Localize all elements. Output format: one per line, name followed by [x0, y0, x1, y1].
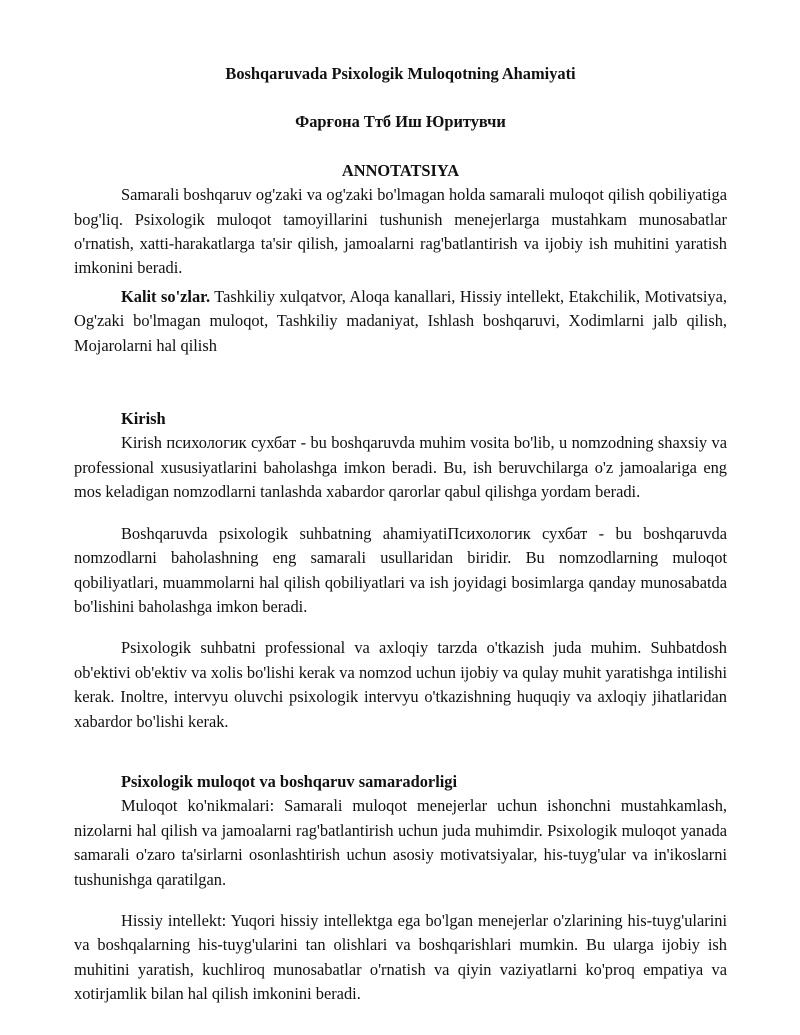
- keywords-label: Kalit so'zlar.: [121, 286, 211, 306]
- keywords-text: Tashkiliy xulqatvor, Aloqa kanallari, Hissiy intellekt, Etakchilik, Motivatsiya, Og'zaki bo'lmagan muloqot, Tashkiliy madaniyat, Ishlash boshqaruvi, Xodimlarni jalb qilish, Mojarolarni hal qilish: [74, 286, 727, 355]
- keywords-paragraph: [74, 285, 727, 358]
- abstract-paragraph: Samarali boshqaruv og'zaki va og'zaki bo'lmagan holda samarali muloqot qilish qobiliyatiga bog'liq. Psixologik muloqot tamoyillarini tushunish menejerlarga mustahkam munosabatlar o'rnatish, xatti-harakatlarga ta'sir qilish, jamoalarni rag'batlantirish va ijobiy ish muhitini yaratish imkonini beradi.: [74, 185, 727, 278]
- section2-paragraph-1: Muloqot ko'nikmalari: Samarali muloqot menejerlar uchun ishonchni mustahkamlash, nizolarni hal qilish va jamoalarni rag'batlantirish uchun juda muhimdir. Psixologik muloqot yanada samarali o'zaro ta'sirlarni osonlashtirish uchun asosiy motivatsiyalar, his-tuyg'ular va in'ikoslarni tushunishga qaratilgan.: [74, 796, 727, 889]
- intro-paragraph-1: Kirish психологик сухбат - bu boshqaruvda muhim vosita bo'lib, u nomzodning shaxsiy va professional xususiyatlarini baholashga imkon beradi. Bu, ish beruvchilarga o'z jamoalariga eng mos keladigan nomzodlarni tanlashda xabardor qarorlar qabul qilishga yordam beradi.: [74, 433, 727, 502]
- intro-paragraph-2: Boshqaruvda psixologik suhbatning ahamiyatiПсихологик сухбат - bu boshqaruvda nomzodlarni baholashning eng samarali usullaridan biridir. Bu nomzodlarning muloqot qobiliyatlari, muammolarni hal qilish qobiliyatlari va ish joyidagi bosimlarga qanday munosabatda bo'lishini baholashga imkon beradi.: [74, 523, 727, 616]
- section2-paragraph-2: Hissiy intellekt: Yuqori hissiy intellektga ega bo'lgan menejerlar o'zlarining his-tuyg'ularini va boshqalarning his-tuyg'ularini tan olishlari va boshqarishlari mumkin. Bu ularga ijobiy ish muhitini yaratish, kuchliroq munosabatlar o'rnatish va qiyin vaziyatlarni ko'proq empatiya va xotirjamlik bilan hal qilish imkonini beradi.: [74, 910, 727, 1004]
- intro-paragraph-3: Psixologik suhbatni professional va axloqiy tarzda o'tkazish juda muhim. Suhbatdosh ob'ektivi ob'ektiv va xolis bo'lishi kerak va nomzod uchun ijobiy va qulay muhit yaratishga intilishi kerak. Inoltre, intervyu oluvchi psixologik intervyu o'tkazishning huquqiy va axloqiy jihatlaridan xabardor bo'lishi kerak.: [74, 638, 727, 731]
- intro-heading: Kirish: [121, 409, 166, 429]
- abstract-heading: ANNOTATSIYA: [341, 160, 460, 180]
- section2-heading: Psixologik muloqot va boshqaruv samaradorligi: [121, 771, 458, 791]
- document-author: Фарғона Ттб Иш Юритувчи: [295, 112, 506, 132]
- document-title: Boshqaruvada Psixologik Muloqotning Ahamiyati: [225, 64, 576, 83]
